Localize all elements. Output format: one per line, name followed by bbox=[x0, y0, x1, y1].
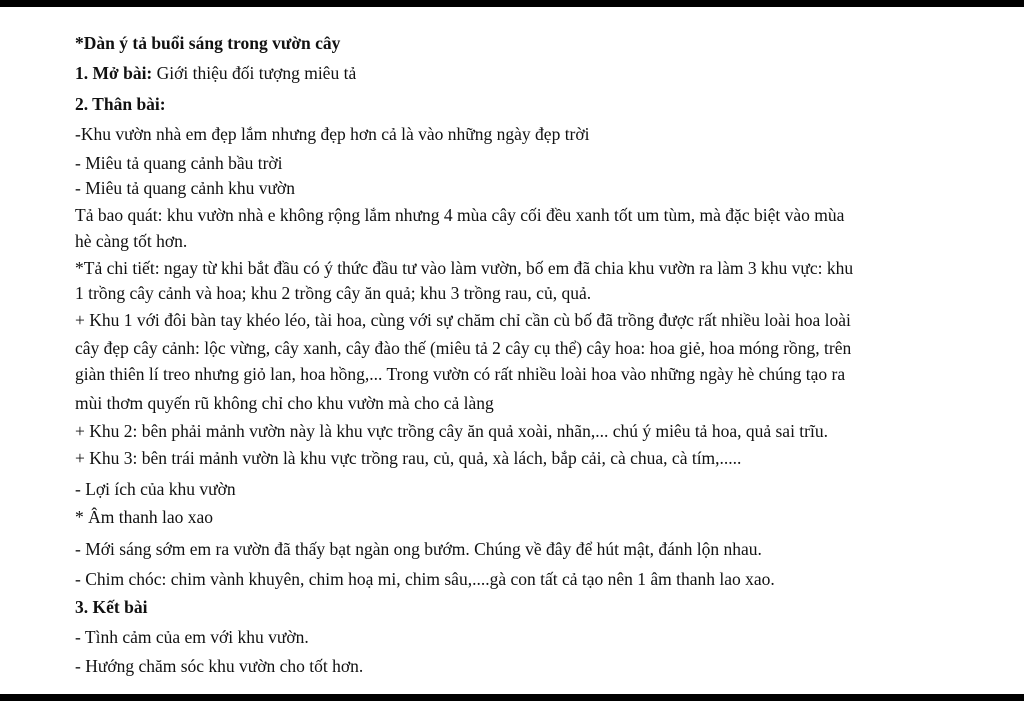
outline-line: 1 trồng cây cảnh và hoa; khu 2 trồng cây ăn quả; khu 3 trồng rau, củ, quả. bbox=[75, 283, 592, 303]
outline-line: + Khu 2: bên phải mảnh vườn này là khu vực trồng cây ăn quả xoài, nhãn,... chú ý miêu tả hoa, quả sai trĩu. bbox=[75, 421, 828, 441]
document-page bbox=[0, 7, 1024, 694]
outline-line: - Miêu tả quang cảnh bầu trời bbox=[75, 153, 283, 173]
section-heading: 2. Thân bài: bbox=[75, 94, 166, 114]
outline-line: *Tả chi tiết: ngay từ khi bắt đầu có ý thức đầu tư vào làm vườn, bố em đã chia khu vườn ra làm 3 khu vực: khu bbox=[75, 258, 854, 278]
outline-line bbox=[75, 594, 147, 620]
outline-line: - Mới sáng sớm em ra vườn đã thấy bạt ngàn ong bướm. Chúng về đây để hút mật, đánh lộn nhau. bbox=[75, 539, 762, 559]
outline-line bbox=[75, 60, 356, 86]
outline-line: - Tình cảm của em với khu vườn. bbox=[75, 627, 309, 647]
section-heading: 1. Mở bài: bbox=[75, 63, 153, 83]
document-title: *Dàn ý tả buổi sáng trong vườn cây bbox=[75, 33, 341, 53]
outline-line: Tả bao quát: khu vườn nhà e không rộng lắm nhưng 4 mùa cây cối đều xanh tốt um tùm, mà đặc biệt vào mùa bbox=[75, 205, 845, 225]
outline-line: mùi thơm quyến rũ không chỉ cho khu vườn mà cho cả làng bbox=[75, 393, 494, 413]
outline-line: giàn thiên lí treo nhưng giỏ lan, hoa hồng,... Trong vườn có rất nhiều loài hoa vào những ngày hè chúng tạo ra bbox=[75, 364, 846, 384]
outline-line: + Khu 3: bên trái mảnh vườn là khu vực trồng rau, củ, quả, xà lách, bắp cải, cà chua, cà tím,..... bbox=[75, 448, 742, 468]
outline-line: -Khu vườn nhà em đẹp lắm nhưng đẹp hơn cả là vào những ngày đẹp trời bbox=[75, 124, 590, 144]
outline-line: * Âm thanh lao xao bbox=[75, 507, 214, 527]
outline-line: - Hướng chăm sóc khu vườn cho tốt hơn. bbox=[75, 656, 364, 676]
outline-line: + Khu 1 với đôi bàn tay khéo léo, tài hoa, cùng với sự chăm chỉ cần cù bố đã trồng được rất nhiều loài hoa loài bbox=[75, 310, 851, 330]
outline-line: hè càng tốt hơn. bbox=[75, 231, 188, 251]
section-heading: 3. Kết bài bbox=[75, 597, 148, 617]
outline-line bbox=[75, 91, 166, 117]
outline-line: - Miêu tả quang cảnh khu vườn bbox=[75, 178, 295, 198]
outline-line: - Chim chóc: chim vành khuyên, chim hoạ mi, chim sâu,....gà con tất cả tạo nên 1 âm thanh lao xao. bbox=[75, 569, 775, 589]
outline-line: cây đẹp cây cảnh: lộc vừng, cây xanh, cây đào thế (miêu tả 2 cây cụ thể) cây hoa: hoa giẻ, hoa móng rồng, trên bbox=[75, 338, 852, 358]
outline-line: - Lợi ích của khu vườn bbox=[75, 479, 236, 499]
line-text: Giới thiệu đối tượng miêu tả bbox=[152, 63, 357, 83]
